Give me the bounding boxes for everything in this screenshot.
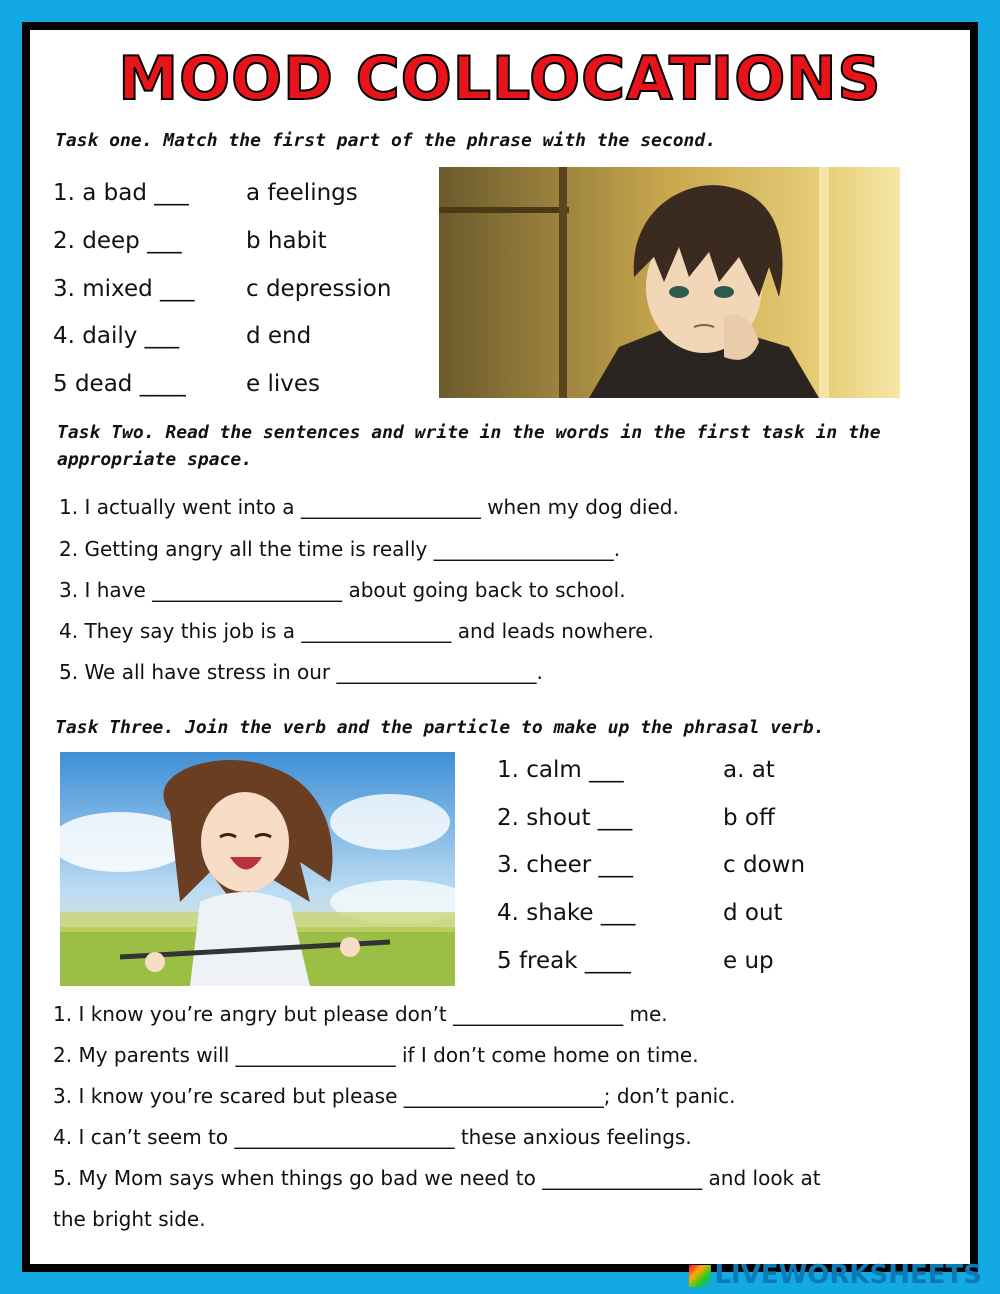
task3-particle-d: d out xyxy=(723,900,783,926)
task1-right-e: e lives xyxy=(246,371,320,397)
liveworksheets-logo-icon xyxy=(689,1265,711,1287)
task3-particle-b: b off xyxy=(723,805,775,831)
task3-verb-5: 5 freak ____ xyxy=(497,948,631,974)
task1-left-5: 5 dead ____ xyxy=(53,371,186,397)
task3-particle-e: e up xyxy=(723,948,774,974)
task1-left-4: 4. daily ___ xyxy=(53,323,180,349)
task2-sentence-5: 5. We all have stress in our ____________________. xyxy=(59,660,543,684)
task3-particle-c: c down xyxy=(723,852,806,878)
task-two-instruction-line2: appropriate space. xyxy=(57,449,253,470)
task3-sentence-5: 5. My Mom says when things go bad we need to ________________ and look at xyxy=(53,1166,821,1190)
liveworksheets-logo xyxy=(689,1260,982,1290)
task2-sentence-1: 1. I actually went into a __________________ when my dog died. xyxy=(59,495,679,519)
task3-sentence-3: 3. I know you’re scared but please ____________________; don’t panic. xyxy=(53,1084,736,1108)
task3-sentence-4: 4. I can’t seem to ______________________ these anxious feelings. xyxy=(53,1125,692,1149)
task3-verb-1: 1. calm ___ xyxy=(497,757,624,783)
task3-verb-2: 2. shout ___ xyxy=(497,805,633,831)
task1-right-a: a feelings xyxy=(246,180,358,206)
task1-left-2: 2. deep ___ xyxy=(53,228,182,254)
task-two-instruction-line1: Task Two. Read the sentences and write in the words in the first task in the xyxy=(57,422,881,443)
task-three-instruction: Task Three. Join the verb and the particle to make up the phrasal verb. xyxy=(55,717,825,738)
task3-sentence-5-continued: the bright side. xyxy=(53,1207,206,1231)
task3-sentence-2: 2. My parents will ________________ if I don’t come home on time. xyxy=(53,1043,699,1067)
task3-verb-4: 4. shake ___ xyxy=(497,900,636,926)
task1-right-c: c depression xyxy=(246,276,392,302)
task3-particle-a: a. at xyxy=(723,757,775,783)
task1-left-1: 1. a bad ___ xyxy=(53,180,189,206)
sad-boy-illustration xyxy=(439,167,900,398)
liveworksheets-logo-text: LIVEWORKSHEETS xyxy=(714,1260,982,1290)
task3-verb-3: 3. cheer ___ xyxy=(497,852,634,878)
page-title: MOOD COLLOCATIONS xyxy=(118,44,882,114)
task2-sentence-4: 4. They say this job is a _______________ and leads nowhere. xyxy=(59,619,654,643)
task2-sentence-2: 2. Getting angry all the time is really __________________. xyxy=(59,537,621,561)
task1-left-3: 3. mixed ___ xyxy=(53,276,195,302)
task1-right-d: d end xyxy=(246,323,312,349)
happy-girl-illustration xyxy=(60,752,455,986)
task2-sentence-3: 3. I have ___________________ about going back to school. xyxy=(59,578,626,602)
task-one-instruction: Task one. Match the first part of the phrase with the second. xyxy=(55,130,717,151)
task3-sentence-1: 1. I know you’re angry but please don’t _________________ me. xyxy=(53,1002,668,1026)
task1-right-b: b habit xyxy=(246,228,327,254)
